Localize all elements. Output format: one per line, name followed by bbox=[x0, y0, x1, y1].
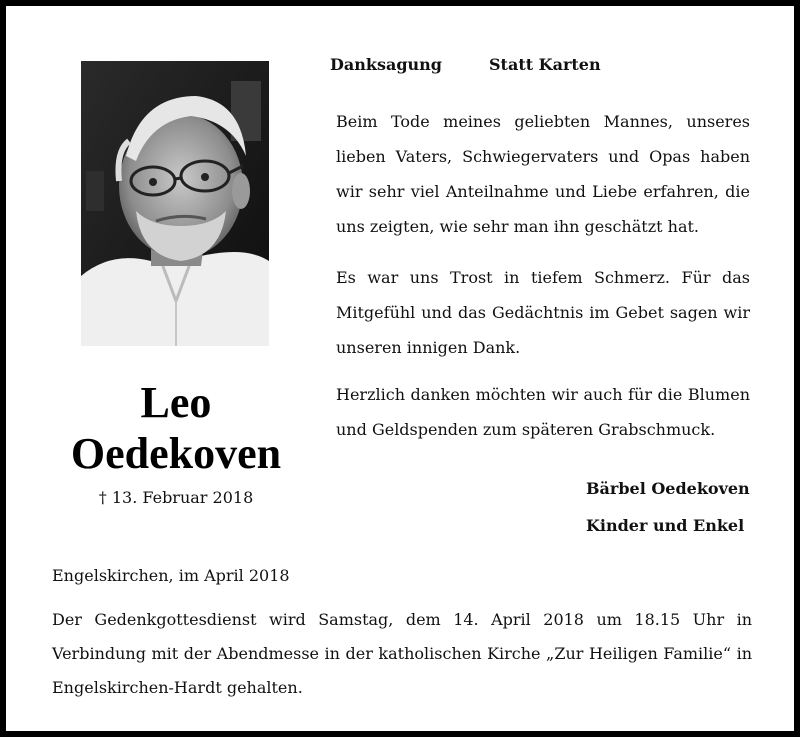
service-announcement: Der Gedenkgottesdienst wird Samstag, dem 14. April 2018 um 18.15 Uhr in Verbindung mit der Abendmesse in der katholischen Kirche „Zur Heiligen Familie“ in Engelskirchen-Hardt gehalten. bbox=[52, 610, 752, 697]
death-date: † 13. Februar 2018 bbox=[98, 488, 254, 507]
paragraph-1: Beim Tode meines geliebten Mannes, unseres lieben Vaters, Schwiegervaters und Opas haben wir sehr viel Anteilnahme und Liebe erfahren, die uns zeigten, wie sehr man ihn geschätzt hat. bbox=[336, 112, 750, 236]
portrait-illustration bbox=[81, 61, 269, 346]
heading-danksagung: Danksagung bbox=[330, 55, 442, 74]
place-date: Engelskirchen, im April 2018 bbox=[52, 566, 290, 585]
paragraph-2: Es war uns Trost in tiefem Schmerz. Für das Mitgefühl und das Gedächtnis im Gebet sagen wir unseren innigen Dank. bbox=[336, 268, 750, 357]
name-first: Leo bbox=[140, 378, 212, 427]
paragraph-3: Herzlich danken möchten wir auch für die Blumen und Geldspenden zum späteren Grabschmuck. bbox=[336, 385, 750, 439]
name-last: Oedekoven bbox=[70, 429, 282, 478]
signature-family: Kinder und Enkel bbox=[586, 516, 745, 535]
heading-statt-karten: Statt Karten bbox=[489, 55, 601, 74]
portrait-photo bbox=[81, 61, 269, 346]
signature-name: Bärbel Oedekoven bbox=[586, 479, 750, 498]
